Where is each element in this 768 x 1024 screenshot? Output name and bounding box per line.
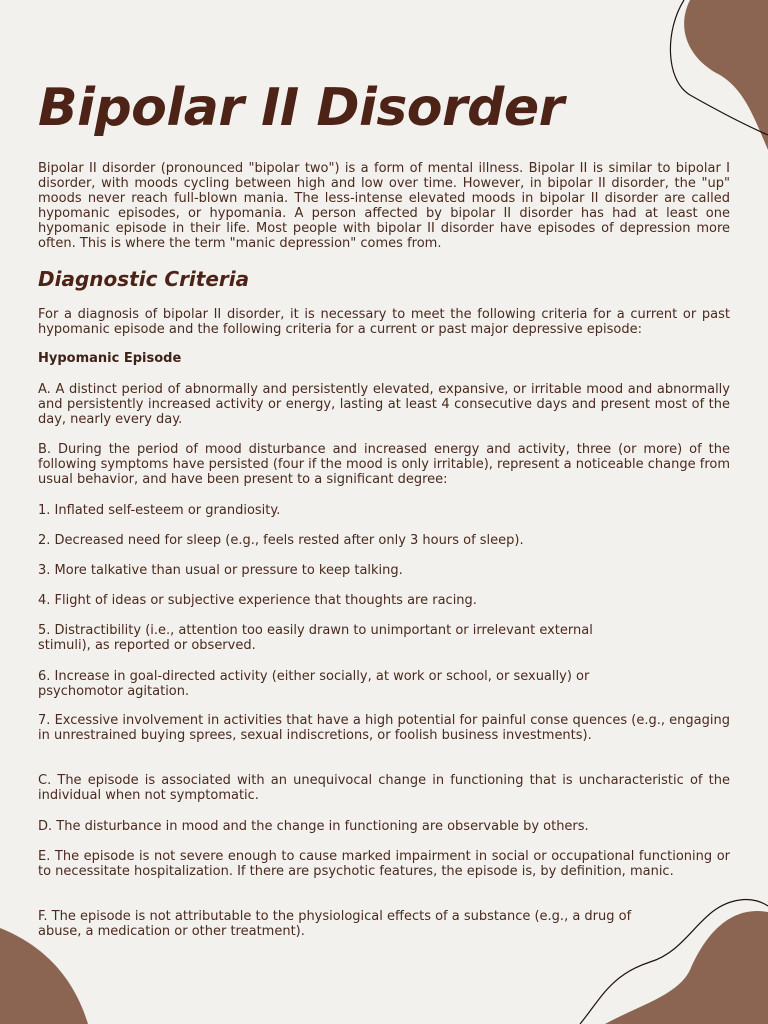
- top-right-blob: [684, 0, 768, 150]
- diagnostic-criteria-heading: Diagnostic Criteria: [38, 267, 250, 291]
- symptom-list-item: 1. Inflated self-esteem or grandiosity.: [38, 503, 281, 518]
- intro-paragraph: Bipolar II disorder (pronounced "bipolar two") is a form of mental illness. Bipolar II is similar to bipolar I disorder, with moods cycling between high and low over time. However, in bipolar II disorder, the "up" moods never reach full-blown mania. The less-intense elevated moods in bipolar II disorder are called hypomanic episodes, or hypomania. A person affected by bipolar II disorder has had at least one hypomanic episode in their life. Most people with bipolar II disorder have episodes of depression more often. This is where the term "manic depression" comes from.: [38, 161, 730, 251]
- criterion-c: C. The episode is associated with an unequivocal change in functioning that is uncharacteristic of the individual when not symptomatic.: [38, 773, 730, 803]
- bottom-left-blob: [0, 928, 88, 1024]
- symptom-list-item: 2. Decreased need for sleep (e.g., feels rested after only 3 hours of sleep).: [38, 533, 524, 548]
- symptom-list-item: 6. Increase in goal-directed activity (either socially, at work or school, or sexually) or psychomotor agitation.: [38, 669, 590, 699]
- criterion-b: B. During the period of mood disturbance and increased energy and activity, three (or more) of the following symptoms have persisted (four if the mood is only irritable), represent a noticeable change from usual behavior, and have been present to a significant degree:: [38, 442, 730, 487]
- diagnostic-lead-paragraph: For a diagnosis of bipolar II disorder, it is necessary to meet the following criteria for a current or past hypomanic episode and the following criteria for a current or past major depressive episode:: [38, 307, 730, 337]
- criterion-f: F. The episode is not attributable to the physiological effects of a substance (e.g., a drug of abuse, a medication or other treatment).: [38, 909, 632, 939]
- criterion-a: A. A distinct period of abnormally and persistently elevated, expansive, or irritable mood and abnormally and persistently increased activity or energy, lasting at least 4 consecutive days and present most of the day, nearly every day.: [38, 382, 730, 427]
- symptom-list-item: 5. Distractibility (i.e., attention too easily drawn to unimportant or irrelevant external stimuli), as reported or observed.: [38, 623, 593, 653]
- criterion-d: D. The disturbance in mood and the change in functioning are observable by others.: [38, 819, 589, 834]
- symptom-list-item: 3. More talkative than usual or pressure to keep talking.: [38, 563, 403, 578]
- symptom-list-item: 4. Flight of ideas or subjective experience that thoughts are racing.: [38, 593, 477, 608]
- criterion-e: E. The episode is not severe enough to cause marked impairment in social or occupational functioning or to necessitate hospitalization. If there are psychotic features, the episode is, by definition, manic.: [38, 849, 730, 879]
- symptom-list-item: 7. Excessive involvement in activities that have a high potential for painful conse quences (e.g., engaging in unrestrained buying sprees, sexual indiscretions, or foolish business investments).: [38, 713, 730, 743]
- page-title: Bipolar II Disorder: [38, 78, 564, 138]
- hypomanic-episode-heading: Hypomanic Episode: [38, 351, 182, 366]
